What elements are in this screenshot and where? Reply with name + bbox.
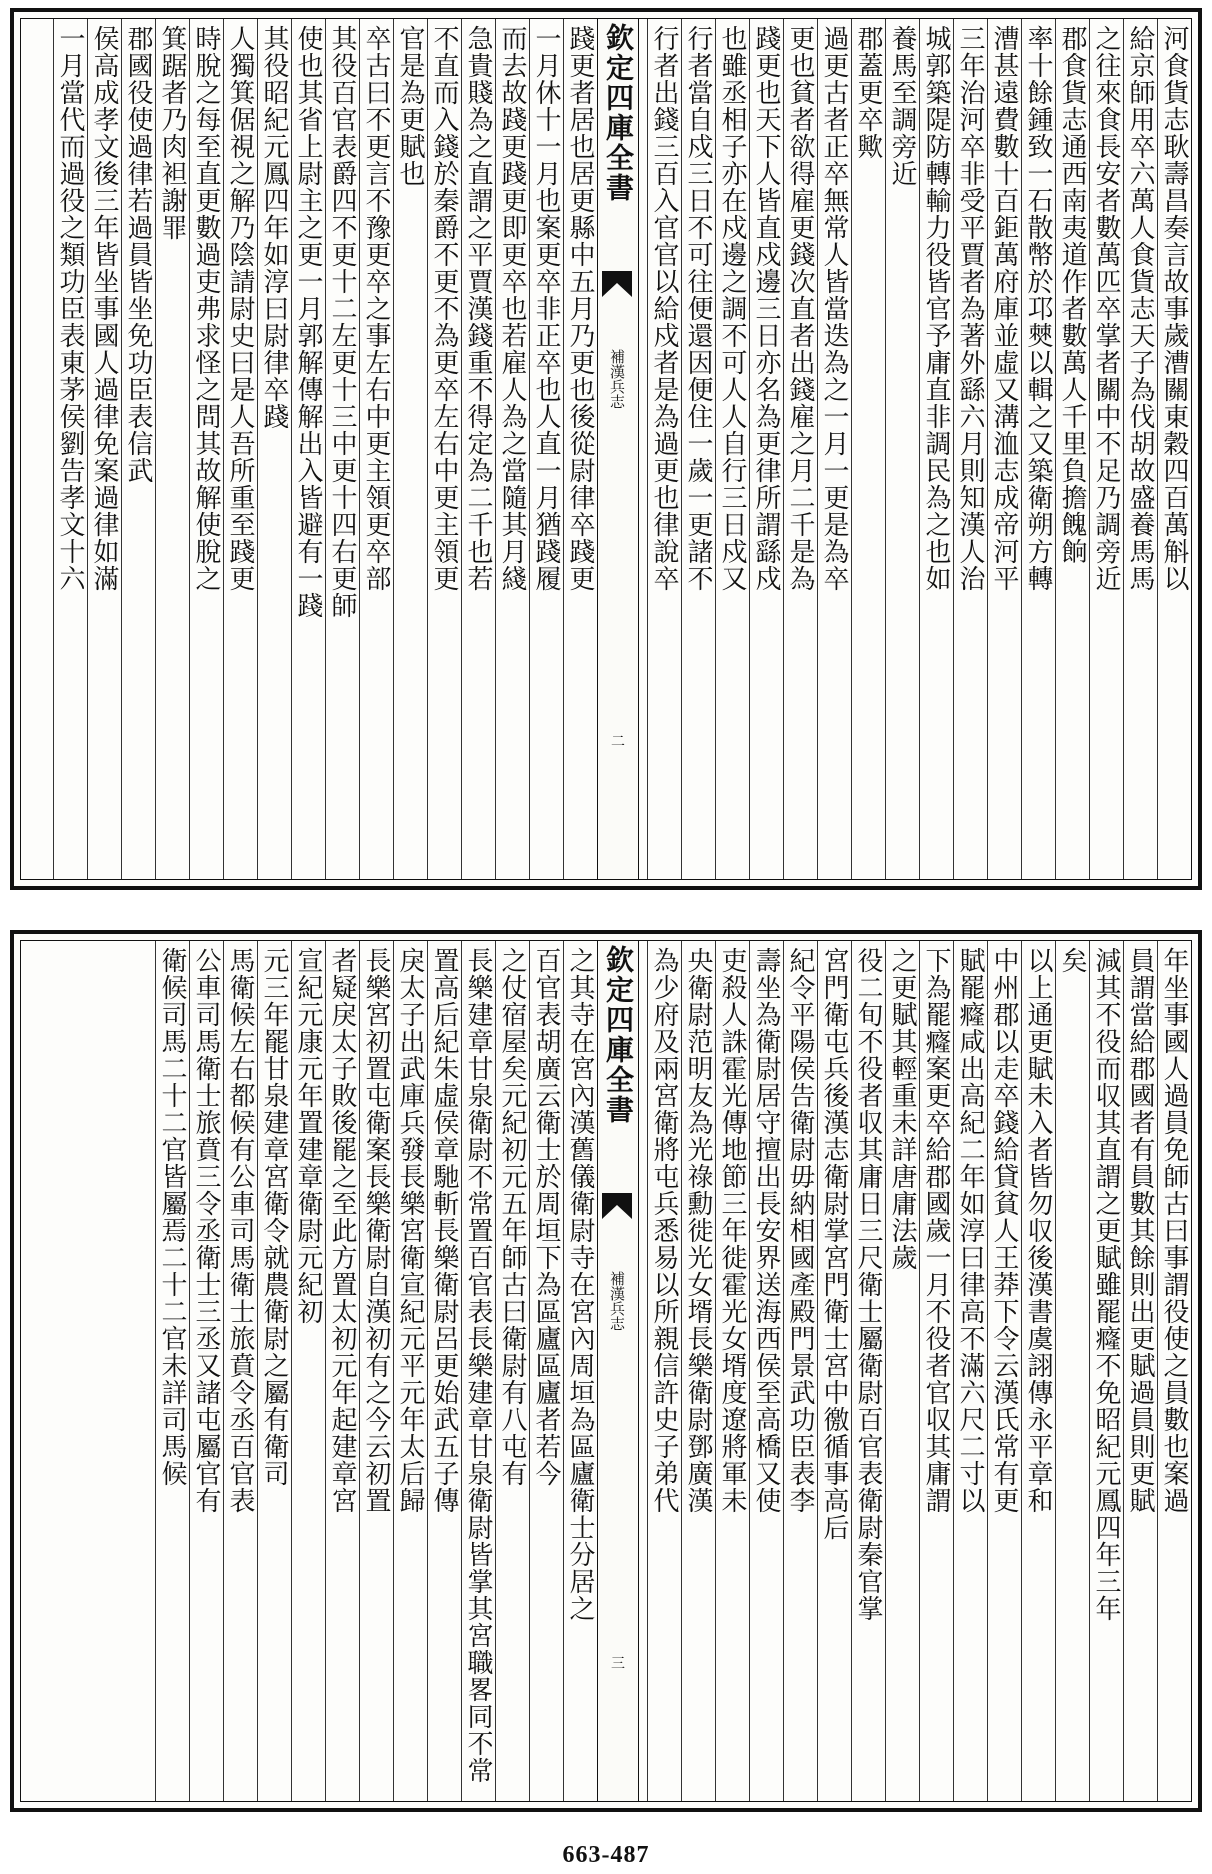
fish-tail-mark-icon bbox=[602, 271, 632, 297]
text-column: 一月當代而過役之類功臣表東茅侯劉告孝文十六 bbox=[53, 19, 87, 879]
text-column: 以上通更賦未入者皆勿収後漢書虞詡傳永平章和 bbox=[1021, 941, 1055, 1801]
text-column: 過更古者正卒無常人皆當迭為之一月一更是為卒 bbox=[817, 19, 851, 879]
upper-right-text-block bbox=[579, 19, 1191, 879]
lower-margin-page-number: 三 bbox=[611, 1656, 625, 1672]
lower-margin-title: 欽定四庫全書 bbox=[602, 945, 635, 1125]
text-column: 不直而入錢於秦爵不更不為更卒左右中更主領更 bbox=[427, 19, 461, 879]
text-column: 給京師用卒六萬人食貨志天子為伐胡故盛養馬馬 bbox=[1123, 19, 1157, 879]
text-column: 置高后紀朱虛侯章馳斬長樂衛尉呂更始武五子傳 bbox=[427, 941, 461, 1801]
text-column: 行者當自戍三日不可往便還因便住一歲一更諸不 bbox=[681, 19, 715, 879]
text-column: 河食貨志耿壽昌奏言故事歲漕關東穀四百萬斛以 bbox=[1157, 19, 1191, 879]
text-column: 卒古曰不更言不豫更卒之事左右中更主領更卒部 bbox=[359, 19, 393, 879]
text-column: 郡國役使過律若過員皆坐免功臣表信武 bbox=[121, 19, 155, 879]
text-column: 三年治河卒非受平賈者為著外繇六月則知漢人治 bbox=[953, 19, 987, 879]
text-column: 箕踞者乃肉袒謝罪 bbox=[155, 19, 189, 879]
fish-tail-mark-icon bbox=[602, 1193, 632, 1219]
text-column: 衛候司馬二十二官皆屬焉二十二官未詳司馬候 bbox=[155, 941, 189, 1801]
text-column: 宣紀元康元年置建章衛尉元紀初 bbox=[291, 941, 325, 1801]
lower-folio bbox=[10, 930, 1202, 1812]
text-column: 漕甚遠費數十百鉅萬府庫並虛又溝洫志成帝河平 bbox=[987, 19, 1021, 879]
upper-margin-subtitle: 補漢兵志 bbox=[608, 349, 626, 409]
text-column: 公車司馬衛士旅賁三令丞衛士三丞又諸屯屬官有 bbox=[189, 941, 223, 1801]
page-number: 663-487 bbox=[562, 1842, 650, 1868]
upper-folio-frame bbox=[20, 18, 1192, 880]
text-column: 之其寺在宮內漢舊儀衛尉寺在宮內周垣為區廬衛士分居之 bbox=[563, 941, 597, 1801]
text-column: 一月休十一月也案更卒非正卒也人直一月猶踐履 bbox=[529, 19, 563, 879]
text-column: 央衛尉范明友為光祿勳徙光女壻長樂衛尉鄧廣漢 bbox=[681, 941, 715, 1801]
text-column: 壽坐為衛尉居守擅出長安界送海西侯至高橋又使 bbox=[749, 941, 783, 1801]
text-column: 百官表胡廣云衛士於周垣下為區廬區廬者若今 bbox=[529, 941, 563, 1801]
text-column: 侯高成孝文後三年皆坐事國人過律免案過律如滿 bbox=[87, 19, 121, 879]
text-column: 之往來食長安者數萬匹卒掌者關中不足乃調旁近 bbox=[1089, 19, 1123, 879]
text-column: 官是為更賦也 bbox=[393, 19, 427, 879]
text-column: 其役昭紀元鳳四年如淳曰尉律卒踐 bbox=[257, 19, 291, 879]
text-column: 行者出錢三百入官官以給戍者是為過更也律說卒 bbox=[647, 19, 681, 879]
lower-margin-subtitle: 補漢兵志 bbox=[608, 1271, 626, 1331]
text-column: 長樂建章甘泉衛尉不常置百官表長樂建章甘泉衛尉皆掌其宮職畧同不常 bbox=[461, 941, 495, 1801]
upper-center-margin bbox=[597, 19, 639, 879]
text-column: 役二旬不役者収其庸日三尺衛士屬衛尉百官表衛尉秦官掌 bbox=[851, 941, 885, 1801]
text-column: 之仗宿屋矣元紀初元五年師古曰衛尉有八屯有 bbox=[495, 941, 529, 1801]
text-column: 年坐事國人過員免師古曰事謂役使之員數也案過 bbox=[1157, 941, 1191, 1801]
text-column: 之更賦其輕重未詳唐庸法歲 bbox=[885, 941, 919, 1801]
text-column: 馬衛候左右都候有公車司馬衛士旅賁令丞百官表 bbox=[223, 941, 257, 1801]
text-column: 下為罷癃案更卒給郡國歲一月不役者官収其庸謂 bbox=[919, 941, 953, 1801]
text-column: 吏殺人誅霍光傳地節三年徙霍光女壻度遼將軍未 bbox=[715, 941, 749, 1801]
lower-right-text-block bbox=[579, 941, 1191, 1801]
text-column: 戾太子出武庫兵發長樂宮衛宣紀元平元年太后歸 bbox=[393, 941, 427, 1801]
upper-folio bbox=[10, 8, 1202, 890]
upper-margin-page-number: 二 bbox=[611, 734, 625, 750]
text-column: 元三年罷甘泉建章宮衛令就農衛尉之屬有衛司 bbox=[257, 941, 291, 1801]
text-column: 而去故踐更踐更即更卒也若雇人為之當隨其月綫 bbox=[495, 19, 529, 879]
upper-margin-title: 欽定四庫全書 bbox=[602, 23, 635, 203]
text-column: 其役百官表爵四不更十二左更十三中更十四右更師 bbox=[325, 19, 359, 879]
text-column: 長樂宮初置屯衛案長樂衛尉自漢初有之今云初置 bbox=[359, 941, 393, 1801]
text-column: 矣 bbox=[1055, 941, 1089, 1801]
text-column: 郡蓋更卒歟 bbox=[851, 19, 885, 879]
text-column: 城郭築隄防轉輸力役皆官予庸直非調民為之也如 bbox=[919, 19, 953, 879]
text-column: 更也貧者欲得雇更錢次直者出錢雇之月二千是為 bbox=[783, 19, 817, 879]
text-column: 人獨箕倨視之解乃陰請尉史曰是人吾所重至踐更 bbox=[223, 19, 257, 879]
text-column: 宮門衛屯兵後漢志衛尉掌宮門衛士宮中徼循事高后 bbox=[817, 941, 851, 1801]
upper-left-text-block bbox=[21, 19, 597, 879]
text-column: 紀令平陽侯告衛尉毋納相國產殿門景武功臣表李 bbox=[783, 941, 817, 1801]
text-column: 郡食貨志通西南夷道作者數萬人千里負擔餽餉 bbox=[1055, 19, 1089, 879]
text-column: 減其不役而収其直謂之更賦雖罷癃不免昭紀元鳳四年三年 bbox=[1089, 941, 1123, 1801]
text-column: 者疑戾太子敗後罷之至此方置太初元年起建章宮 bbox=[325, 941, 359, 1801]
lower-left-text-block bbox=[21, 941, 597, 1801]
text-column: 急貴賤為之直謂之平賈漢錢重不得定為二千也若 bbox=[461, 19, 495, 879]
text-column: 養馬至調旁近 bbox=[885, 19, 919, 879]
text-column: 時脫之每至直更數過吏弗求怪之問其故解使脫之 bbox=[189, 19, 223, 879]
text-column: 踐更者居也居更縣中五月乃更也後從尉律卒踐更 bbox=[563, 19, 597, 879]
lower-center-margin bbox=[597, 941, 639, 1801]
text-column: 賦罷癃咸出高紀二年如淳曰律高不滿六尺二寸以 bbox=[953, 941, 987, 1801]
text-column: 也雖丞相子亦在戍邊之調不可人人自行三日戍又 bbox=[715, 19, 749, 879]
text-column: 使也其省上尉主之更一月郭解傳解出入皆避有一踐 bbox=[291, 19, 325, 879]
text-column: 員謂當給郡國者有員數其餘則出更賦過員則更賦 bbox=[1123, 941, 1157, 1801]
text-column: 踐更也天下人皆直戍邊三日亦名為更律所謂繇戍 bbox=[749, 19, 783, 879]
text-column: 率十餘鍾致一石散幣於邛僰以輯之又築衛朔方轉 bbox=[1021, 19, 1055, 879]
lower-folio-frame bbox=[20, 940, 1192, 1802]
text-column: 為少府及兩宮衛將屯兵悉易以所親信許史子弟代 bbox=[647, 941, 681, 1801]
text-column: 中州郡以走卒錢給貸貧人王莽下令云漢氏常有更 bbox=[987, 941, 1021, 1801]
